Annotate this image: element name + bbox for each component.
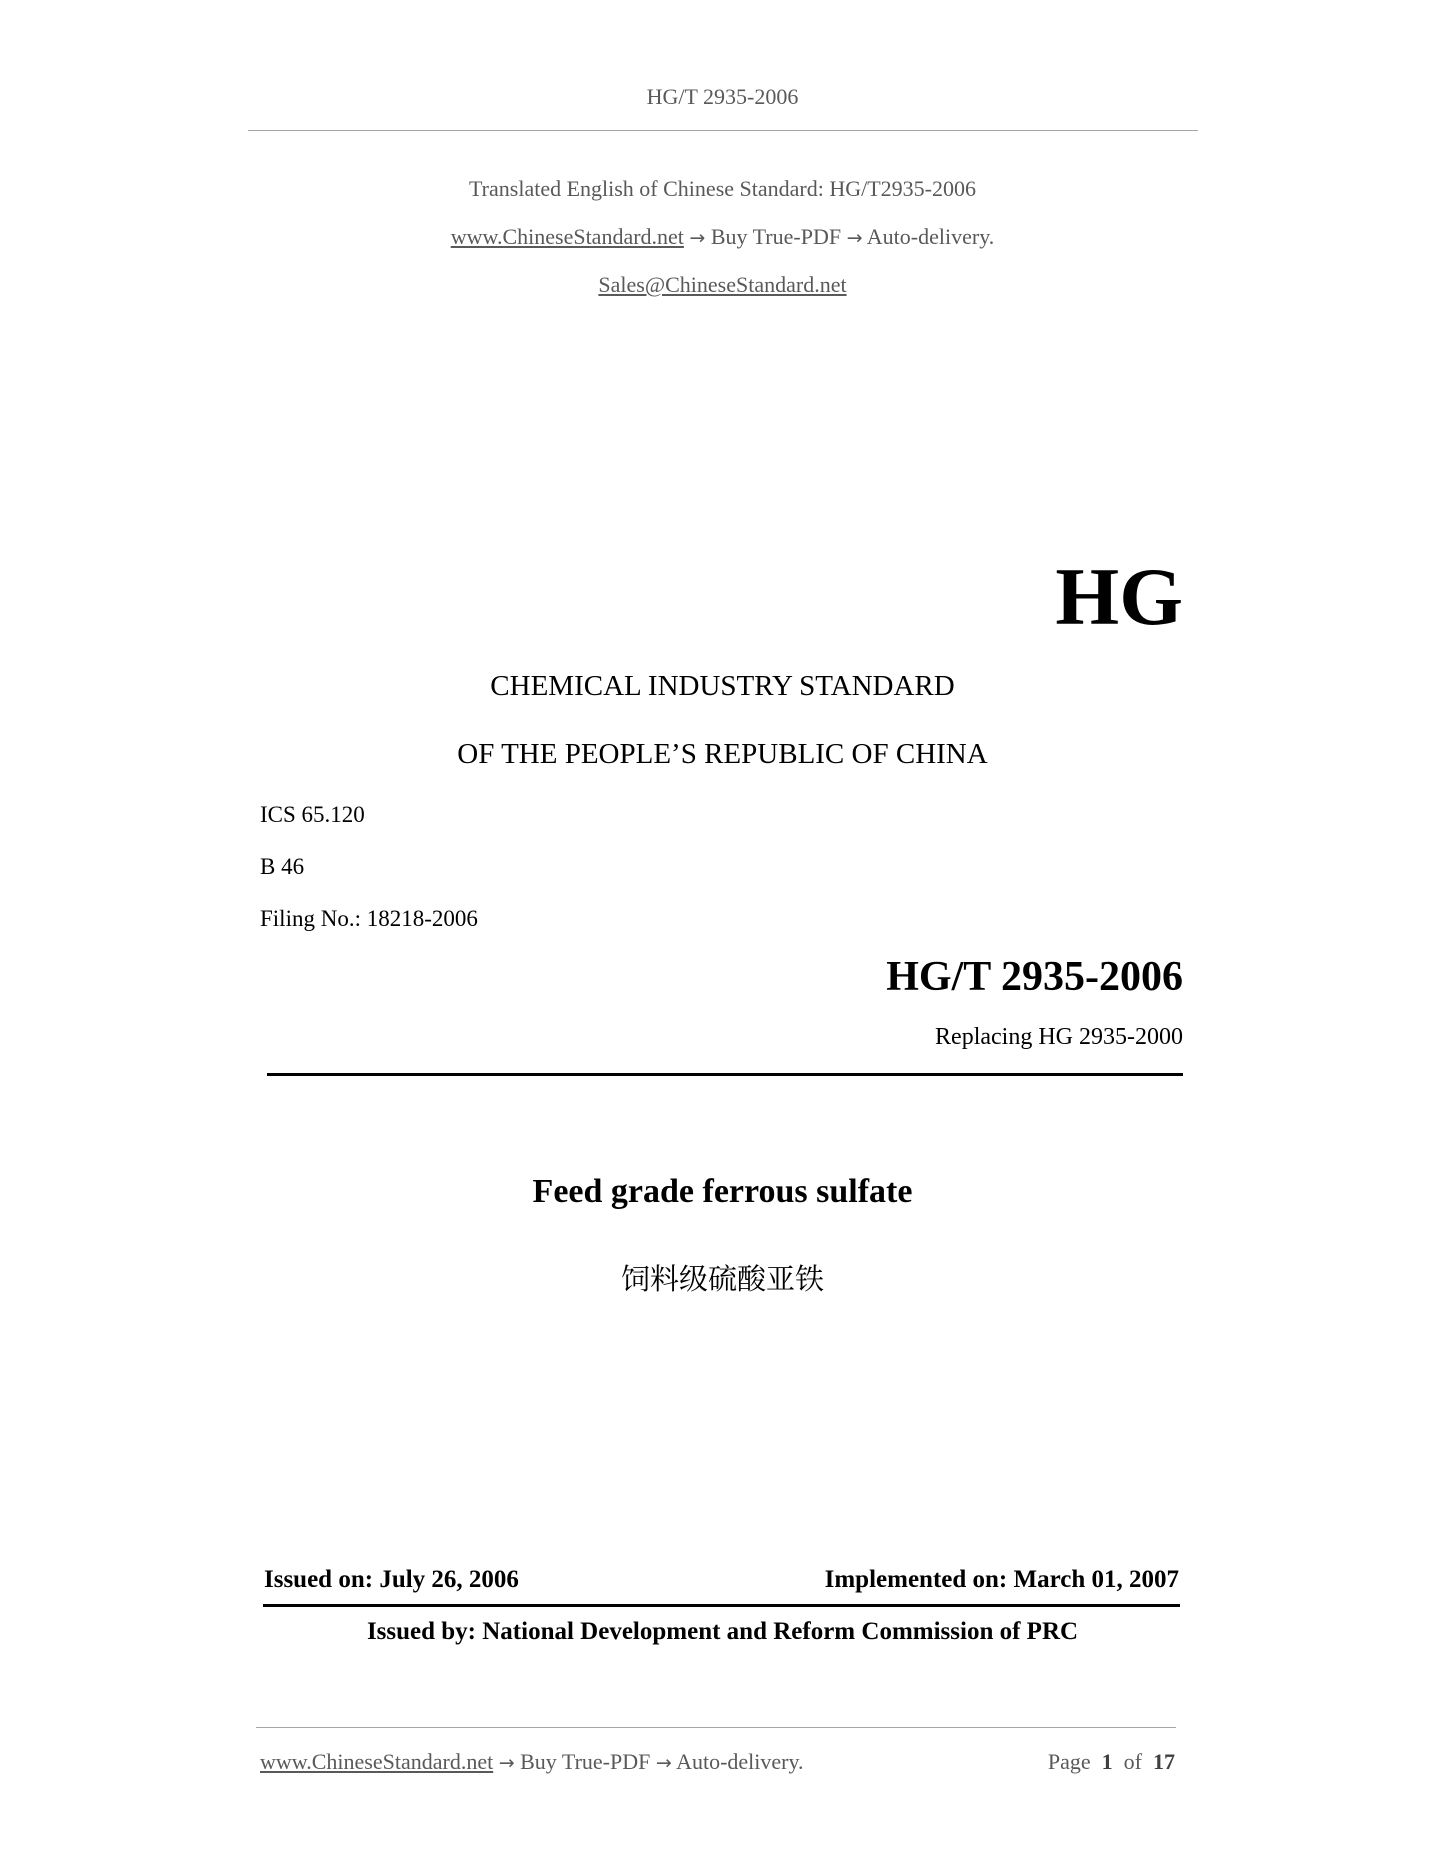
ics-code: ICS 65.120: [260, 802, 365, 827]
title-divider: [267, 1073, 1183, 1076]
page-label: Page: [1047, 1749, 1091, 1774]
purchase-notice: [0, 224, 1445, 250]
page-current: 1: [1101, 1749, 1113, 1774]
implemented-on-date: Implemented on: March 01, 2007: [824, 1566, 1179, 1593]
buy-text: Buy True-PDF: [710, 224, 842, 249]
page-of: of: [1123, 1749, 1142, 1774]
footer-divider: [256, 1727, 1176, 1728]
delivery-text: Auto-delivery.: [866, 224, 995, 249]
document-title: Feed grade ferrous sulfate: [532, 1173, 913, 1210]
standard-type-title: CHEMICAL INDUSTRY STANDARD: [490, 670, 955, 702]
running-header: HG/T 2935-2006: [646, 84, 799, 109]
site-link[interactable]: www.ChineseStandard.net: [450, 224, 684, 249]
document-title-chinese: 饲料级硫酸亚铁: [620, 1262, 824, 1296]
translation-notice: Translated English of Chinese Standard: HG/T2935-2006: [469, 176, 976, 201]
arrow-right-icon: →: [846, 227, 863, 249]
standard-code-large: HG: [1055, 551, 1183, 642]
footer-purchase-notice: [260, 1749, 804, 1775]
email-link[interactable]: Sales@ChineseStandard.net: [598, 272, 847, 297]
ccs-code: B 46: [260, 854, 305, 879]
footer-delivery-text: Auto-delivery.: [676, 1749, 804, 1774]
standard-country-title: OF THE PEOPLE’S REPUBLIC OF CHINA: [457, 738, 988, 770]
filing-number: Filing No.: 18218-2006: [260, 906, 478, 931]
issue-divider: [263, 1604, 1180, 1607]
arrow-right-icon: →: [498, 1752, 515, 1774]
footer-site-link[interactable]: www.ChineseStandard.net: [260, 1749, 494, 1774]
page-indicator: [1048, 1749, 1175, 1775]
arrow-right-icon: →: [689, 227, 706, 249]
issued-on-date: Issued on: July 26, 2006: [264, 1566, 519, 1593]
standard-number: HG/T 2935-2006: [886, 954, 1183, 1000]
email-line: [0, 272, 1445, 298]
footer-buy-text: Buy True-PDF: [520, 1749, 651, 1774]
page-total: 17: [1153, 1749, 1175, 1774]
issuing-authority: Issued by: National Development and Reform Commission of PRC: [366, 1618, 1079, 1645]
replacing-standard: Replacing HG 2935-2000: [935, 1024, 1183, 1050]
arrow-right-icon: →: [655, 1752, 672, 1774]
header-divider: [248, 130, 1198, 131]
